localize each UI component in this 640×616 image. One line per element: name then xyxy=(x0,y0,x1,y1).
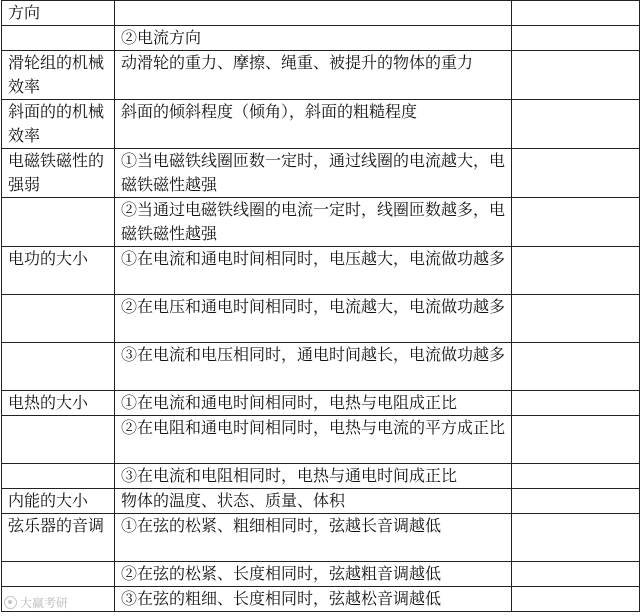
table-row xyxy=(2,562,640,587)
factors-cell: ①当电磁铁线圈匝数一定时，通过线圈的电流越大，电磁铁磁性越强 xyxy=(115,149,512,198)
topic-cell xyxy=(2,416,115,464)
table-row xyxy=(2,100,640,149)
physics-factors-table xyxy=(1,0,640,612)
factors-cell: ①在弦的松紧、粗细相同时，弦越长音调越低 xyxy=(115,514,512,562)
notes-cell xyxy=(512,247,640,295)
topic-cell: 电磁铁磁性的强弱 xyxy=(2,149,115,198)
topic-cell: 内能的大小 xyxy=(2,489,115,514)
notes-cell xyxy=(512,100,640,149)
table-row xyxy=(2,198,640,247)
notes-cell xyxy=(512,587,640,612)
topic-cell xyxy=(2,26,115,51)
notes-cell xyxy=(512,416,640,464)
factors-cell: ②在电压和通电时间相同时，电流越大，电流做功越多 xyxy=(115,295,512,343)
table-row xyxy=(2,514,640,562)
factors-cell: ③在电流和电阻相同时，电热与通电时间成正比 xyxy=(115,464,512,489)
table-row xyxy=(2,343,640,391)
factors-cell: 斜面的倾斜程度（倾角），斜面的粗糙程度 xyxy=(115,100,512,149)
table-row xyxy=(2,26,640,51)
factors-cell: ③在电流和电压相同时，通电时间越长，电流做功越多 xyxy=(115,343,512,391)
table-row xyxy=(2,51,640,100)
topic-cell: 弦乐器的音调 xyxy=(2,514,115,562)
factors-cell: ②电流方向 xyxy=(115,26,512,51)
table-row xyxy=(2,1,640,26)
topic-cell: 斜面的的机械效率 xyxy=(2,100,115,149)
factors-cell: ②在电阻和通电时间相同时，电热与电流的平方成正比 xyxy=(115,416,512,464)
factors-cell: ①在电流和通电时间相同时，电压越大，电流做功越多 xyxy=(115,247,512,295)
notes-cell xyxy=(512,464,640,489)
notes-cell xyxy=(512,198,640,247)
table-row xyxy=(2,391,640,416)
topic-cell: 电热的大小 xyxy=(2,391,115,416)
topic-cell: 方向 xyxy=(2,1,115,26)
watermark xyxy=(4,594,68,611)
table-row xyxy=(2,149,640,198)
factors-cell: ②在弦的松紧、长度相同时，弦越粗音调越低 xyxy=(115,562,512,587)
topic-cell xyxy=(2,295,115,343)
factors-cell: ①在电流和通电时间相同时，电热与电阻成正比 xyxy=(115,391,512,416)
factors-cell: 物体的温度、状态、质量、体积 xyxy=(115,489,512,514)
table-row xyxy=(2,247,640,295)
topic-cell: 滑轮组的机械效率 xyxy=(2,51,115,100)
notes-cell xyxy=(512,489,640,514)
notes-cell xyxy=(512,26,640,51)
table-row xyxy=(2,295,640,343)
table-row xyxy=(2,489,640,514)
table-row xyxy=(2,416,640,464)
notes-cell xyxy=(512,149,640,198)
table-row xyxy=(2,464,640,489)
factors-cell xyxy=(115,1,512,26)
topic-cell xyxy=(2,562,115,587)
notes-cell xyxy=(512,295,640,343)
factors-cell: 动滑轮的重力、摩擦、绳重、被提升的物体的重力 xyxy=(115,51,512,100)
factors-cell: ②当通过电磁铁线圈的电流一定时，线圈匝数越多，电磁铁磁性越强 xyxy=(115,198,512,247)
topic-cell xyxy=(2,343,115,391)
notes-cell xyxy=(512,343,640,391)
topic-cell: 电功的大小 xyxy=(2,247,115,295)
watermark-logo-icon xyxy=(4,596,17,609)
topic-cell xyxy=(2,464,115,489)
watermark-text: 大赢考研 xyxy=(20,596,69,610)
table-row xyxy=(2,587,640,612)
topic-cell xyxy=(2,198,115,247)
notes-cell xyxy=(512,51,640,100)
notes-cell xyxy=(512,514,640,562)
notes-cell xyxy=(512,1,640,26)
notes-cell xyxy=(512,562,640,587)
factors-cell: ③在弦的粗细、长度相同时，弦越松音调越低 xyxy=(115,587,512,612)
notes-cell xyxy=(512,391,640,416)
